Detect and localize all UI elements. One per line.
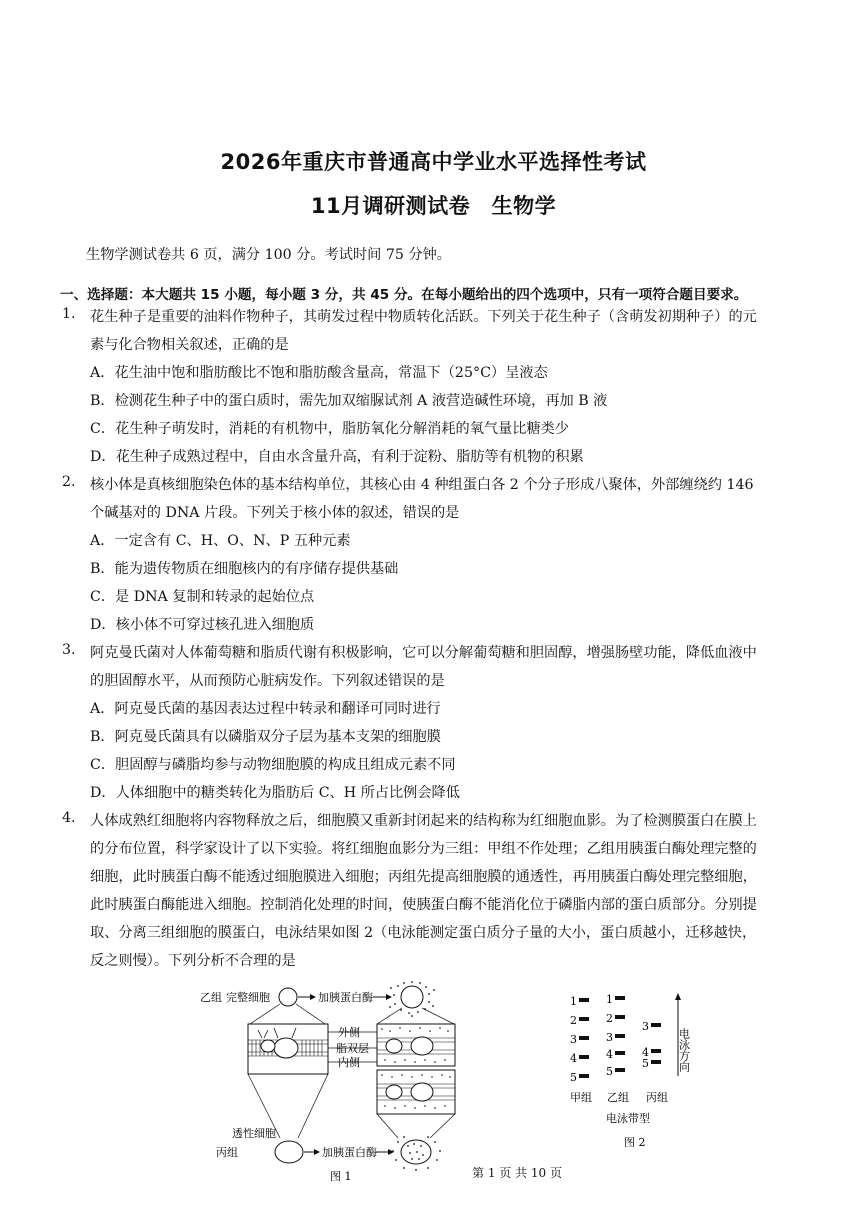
question-3-number: 3. (62, 642, 76, 658)
fig2-band (579, 1036, 589, 1040)
fig1-caption: 图 1 (330, 1170, 352, 1183)
fig2-band (615, 1034, 625, 1038)
fig1-outer-label: 外侧 (338, 1026, 360, 1039)
fig2-band (651, 1023, 661, 1027)
fig2-yi-band-number: 1 (606, 993, 613, 1006)
fig2-caption: 图 2 (624, 1136, 646, 1149)
question-4-stem: 反之则慢）。下列分析不合理的是 (90, 953, 296, 969)
fig2-bing-band-number: 3 (642, 1020, 649, 1033)
question-2-stem: 核小体是真核细胞染色体的基本结构单位，其核心由 4 种组蛋白各 2 个分子形成八聚体，外部缠绕约 146 (90, 477, 754, 493)
fig2-jia-band-number: 3 (570, 1033, 577, 1046)
fig1-group-c-label: 丙组 (216, 1146, 238, 1159)
fig2-band (651, 1049, 661, 1053)
exam-subtitle: 11月调研测试卷 生物学 (310, 194, 557, 218)
question-4-stem: 人体成熟红细胞将内容物释放之后，细胞膜又重新封闭起来的结构称为红细胞血影。为了检测膜蛋白在膜上 (90, 813, 757, 829)
question-3-stem: 阿克曼氏菌对人体葡萄糖和脂质代谢有积极影响，它可以分解葡萄糖和胆固醇，增强肠壁功能，降低血液中 (90, 645, 757, 661)
fig1-intact-cell-label: 完整细胞 (226, 991, 270, 1004)
section-heading: 一、选择题：本大题共 15 小题，每小题 3 分，共 45 分。在每小题给出的四个选项中，只有一项符合题目要求。 (60, 287, 748, 303)
fig1-inner-label: 内侧 (338, 1056, 360, 1069)
fig2-yi-band-number: 5 (606, 1065, 613, 1078)
fig2-jia-band-number: 2 (570, 1014, 577, 1027)
fig2-band (615, 1015, 625, 1019)
fig2-band (579, 1017, 589, 1021)
fig2-yi-band-number: 3 (606, 1031, 613, 1044)
fig2-jia-band-number: 5 (570, 1071, 577, 1084)
fig1-permeable-cell-label: 透性细胞 (232, 1127, 276, 1140)
fig1-add-trypsin-bottom-label: 加胰蛋白酶 (322, 1146, 377, 1159)
question-2-option-d: D．核小体不可穿过核孔进入细胞质 (90, 617, 315, 633)
question-3-stem: 的胆固醇水平，从而预防心脏病发作。下列叙述错误的是 (90, 673, 445, 689)
question-4-stem: 取、分离三组细胞的膜蛋白，电泳结果如图 2（电泳能测定蛋白质分子量的大小，蛋白质越小，迁移越快， (90, 925, 757, 941)
question-1-stem: 花生种子是重要的油料作物种子，其萌发过程中物质转化活跃。下列关于花生种子（含萌发初期种子）的元 (90, 309, 757, 325)
question-1-option-a: A．花生油中饱和脂肪酸比不饱和脂肪酸含量高，常温下（25°C）呈液态 (90, 365, 548, 381)
question-2-option-b: B．能为遗传物质在细胞核内的有序储存提供基础 (90, 561, 399, 577)
question-2-number: 2. (62, 474, 76, 490)
question-4-number: 4. (62, 810, 76, 826)
question-2-option-a: A．一定含有 C、H、O、N、P 五种元素 (90, 533, 351, 549)
fig2-yi-band-number: 2 (606, 1012, 613, 1025)
fig1-group-b-label: 乙组 (200, 991, 222, 1004)
exam-title: 2026年重庆市普通高中学业水平选择性考试 (220, 150, 647, 174)
fig2-bing-band-number: 5 (642, 1057, 649, 1070)
fig2-group-label: 甲组 (570, 1091, 592, 1104)
fig2-direction-label: 电泳方向 (677, 1028, 691, 1072)
fig1-add-trypsin-top-label: 加胰蛋白酶 (318, 991, 373, 1004)
question-3-option-a: A．阿克曼氏菌的基因表达过程中转录和翻译可同时进行 (90, 701, 441, 717)
fig2-band (615, 996, 625, 1000)
fig2-bing-band-number: 4 (642, 1046, 649, 1059)
figure-2 (562, 988, 712, 1158)
fig2-band (651, 1060, 661, 1064)
fig2-band (579, 1074, 589, 1078)
question-4-stem: 的分布位置，科学家设计了以下实验。将红细胞血影分为三组：甲组不作处理；乙组用胰蛋白酶处理完整的 (90, 841, 757, 857)
question-2-stem: 个碱基对的 DNA 片段。下列关于核小体的叙述，错误的是 (90, 505, 460, 521)
question-2-option-c: C．是 DNA 复制和转录的起始位点 (90, 589, 315, 605)
fig2-band (615, 1068, 625, 1072)
question-1-number: 1. (62, 306, 76, 322)
exam-intro: 生物学测试卷共 6 页，满分 100 分。考试时间 75 分钟。 (86, 247, 451, 263)
question-1-stem: 素与化合物相关叙述，正确的是 (90, 337, 289, 353)
fig2-group-label: 乙组 (607, 1091, 629, 1104)
question-4-stem: 此时胰蛋白酶能进入细胞。控制消化处理的时间，使胰蛋白酶不能消化位于磷脂内部的蛋白质部分。分别提 (90, 897, 757, 913)
question-1-option-b: B．检测花生种子中的蛋白质时，需先加双缩脲试剂 A 液营造碱性环境，再加 B 液 (90, 393, 608, 409)
fig1-bilayer-label: 脂双层 (336, 1042, 369, 1055)
question-3-option-c: C．胆固醇与磷脂均参与动物细胞膜的构成且组成元素不同 (90, 757, 456, 773)
figure-1 (190, 980, 490, 1185)
fig2-band (579, 998, 589, 1002)
fig2-yi-band-number: 4 (606, 1048, 613, 1061)
page-footer: 第 1 页 共 10 页 (472, 1166, 562, 1180)
fig2-band (579, 1055, 589, 1059)
fig2-jia-band-number: 1 (570, 995, 577, 1008)
fig2-group-label: 丙组 (646, 1091, 668, 1104)
question-4-stem: 细胞，此时胰蛋白酶不能透过细胞膜进入细胞；丙组先提高细胞膜的通透性，再用胰蛋白酶处理完整细胞， (90, 869, 757, 885)
question-3-option-b: B．阿克曼氏菌具有以磷脂双分子层为基本支架的细胞膜 (90, 729, 441, 745)
fig2-jia-band-number: 4 (570, 1052, 577, 1065)
question-3-option-d: D．人体细胞中的糖类转化为脂肪后 C、H 所占比例会降低 (90, 785, 460, 801)
fig2-band-label: 电泳带型 (606, 1112, 650, 1125)
question-1-option-c: C．花生种子萌发时，消耗的有机物中，脂肪氧化分解消耗的氧气量比糖类少 (90, 421, 570, 437)
question-1-option-d: D．花生种子成熟过程中，自由水含量升高，有利于淀粉、脂肪等有机物的积累 (90, 449, 584, 465)
fig2-band (615, 1051, 625, 1055)
